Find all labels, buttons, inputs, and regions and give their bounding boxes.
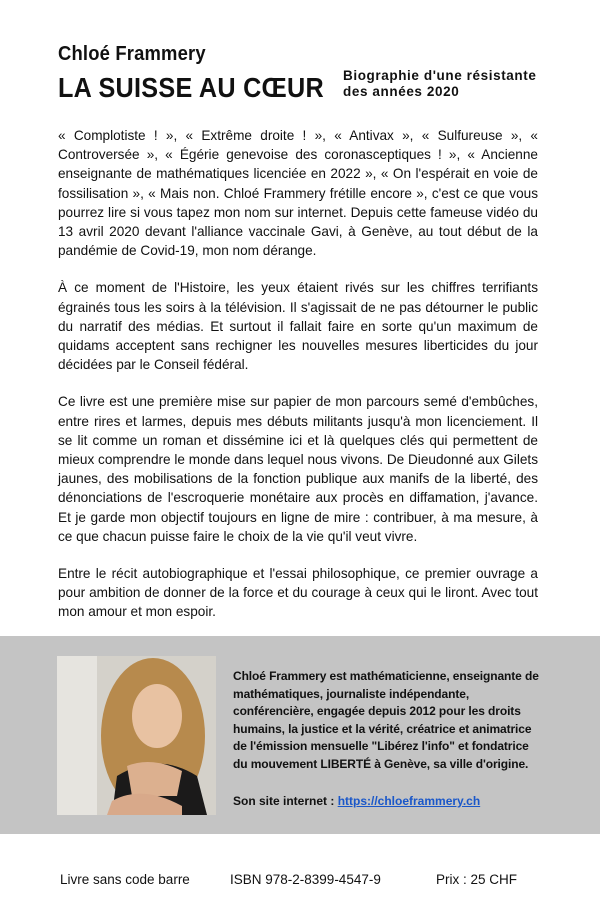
book-title: LA SUISSE AU CŒUR xyxy=(58,72,324,103)
isbn: ISBN 978-2-8399-4547-9 xyxy=(230,872,381,887)
author-photo xyxy=(57,656,216,815)
barcode-note: Livre sans code barre xyxy=(60,872,190,887)
cover-footer xyxy=(0,834,600,924)
paragraph-2: À ce moment de l'Histoire, les yeux étaient rivés sur les chiffres terrifiants égrainés tous les soirs à la télévision. Il s'agissait de ne pas détourner le public du narratif des médias. Et surtout il fallait faire en sorte qu'un maximum de quidams acceptent sans rechigner les nouvelles mesures liberticides du jour décidées par le Conseil fédéral. xyxy=(58,280,538,373)
author-portrait-image xyxy=(57,656,216,815)
author-section xyxy=(0,636,600,834)
author-website xyxy=(233,794,480,808)
author-bio: Chloé Frammery est mathématicienne, enseignante de mathématiques, journaliste indépendante, conférencière, engagée depuis 2012 pour les droits humains, la justice et la vérité, créatrice et animatrice de l'émission mensuelle "Libérez l'info" et fondatrice du mouvement LIBERTÉ à Genève, sa ville d'origine. xyxy=(233,669,539,771)
website-link[interactable]: https://chloeframmery.ch xyxy=(337,794,481,808)
paragraph-4: Entre le récit autobiographique et l'essai philosophique, ce premier ouvrage a pour ambition de donner de la force et du courage à ceux qui le liront. Avec tout mon amour et mon espoir. xyxy=(58,566,538,620)
paragraph-3: Ce livre est une première mise sur papier de mon parcours semé d'embûches, entre rires et larmes, depuis mes débuts militants jusqu'à mon licenciement. Il se lit comme un roman et dissémine ici et là quelques clés qui permettent de mieux comprendre le monde dans lequel nous vivons. De Dieudonné aux Gilets jaunes, des mobilisations de la fonction publique aux manifs de la liberté, des dénonciations de l'escroquerie monétaire aux procès en diffamation, j'avance. Et je garde mon objectif toujours en ligne de mire : contribuer, à ma mesure, à ce que chacun puisse faire le choix de la vie qu'il veut vivre. xyxy=(58,394,538,544)
back-cover-text xyxy=(58,126,538,640)
subtitle-line-1: Biographie d'une résistante xyxy=(343,68,537,83)
price: Prix : 25 CHF xyxy=(436,872,518,887)
paragraph-1: « Complotiste ! », « Extrême droite ! », « Antivax », « Sulfureuse », « Controversée », « Égérie genevoise des coronasceptiques ! », « Ancienne enseignante de mathématiques licenciée en 2022 », « On l'espérait en voie de fossilisation », « Mais non. Chloé Frammery frétille encore », c'est ce que vous pourrez lire si vous tapez mon nom sur internet. Depuis cette fameuse vidéo du 13 avril 2020 devant l'alliance vaccinale Gavi, à Genève, au tout début de la pandémie de Covid-19, mon nom dérange. xyxy=(58,128,538,259)
website-label: Son site internet : xyxy=(233,794,338,808)
book-subtitle xyxy=(343,68,573,100)
subtitle-line-2: des années 2020 xyxy=(343,84,460,99)
author-name: Chloé Frammery xyxy=(58,43,206,65)
